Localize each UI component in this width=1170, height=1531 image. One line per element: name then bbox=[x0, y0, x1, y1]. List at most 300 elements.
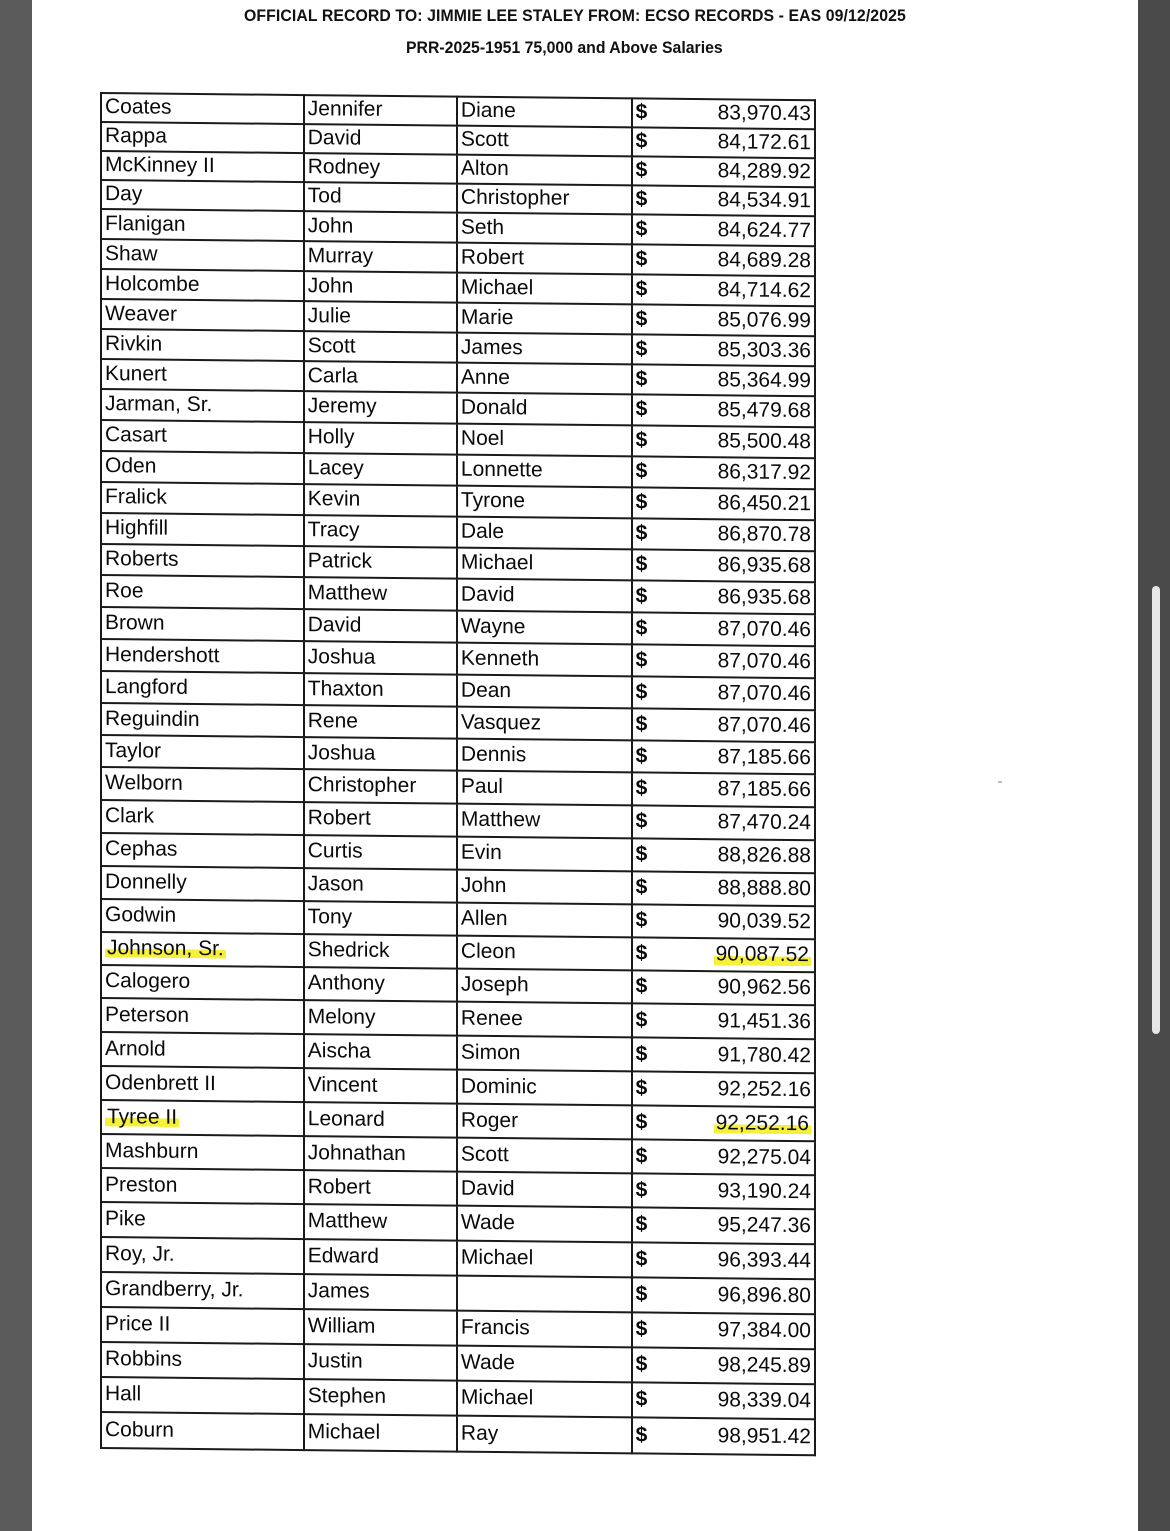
last-name-cell bbox=[101, 359, 304, 391]
salary-cell bbox=[632, 244, 815, 276]
middle-name-text: Tyrone bbox=[460, 489, 526, 513]
last-name-text: Hendershott bbox=[105, 642, 220, 668]
salary-cell bbox=[632, 304, 815, 336]
first-name-text: Vincent bbox=[307, 1073, 378, 1097]
salary-amount: 86,450.21 bbox=[717, 491, 811, 516]
last-name-text: Mashburn bbox=[105, 1138, 199, 1163]
currency-symbol: $ bbox=[635, 1144, 648, 1168]
last-name-cell bbox=[101, 1100, 304, 1136]
first-name-cell bbox=[304, 1309, 457, 1346]
first-name-text: John bbox=[307, 214, 354, 238]
salary-cell bbox=[632, 937, 815, 972]
salary-cell bbox=[632, 1277, 815, 1314]
first-name-cell bbox=[304, 124, 457, 155]
middle-name-cell bbox=[457, 1036, 632, 1072]
salary-cell bbox=[632, 644, 815, 678]
salary-amount: 86,935.68 bbox=[717, 585, 811, 610]
last-name-text: Roe bbox=[105, 578, 144, 603]
middle-name-cell bbox=[457, 243, 632, 275]
middle-name-cell bbox=[457, 1241, 632, 1278]
salary-amount: 87,070.46 bbox=[717, 713, 811, 738]
last-name-cell bbox=[101, 866, 304, 901]
salary-amount: 85,500.48 bbox=[717, 429, 811, 454]
first-name-text: Robert bbox=[307, 1175, 371, 1199]
middle-name-text: Wayne bbox=[460, 614, 526, 639]
middle-name-text: Marie bbox=[460, 305, 514, 330]
first-name-cell bbox=[304, 1068, 457, 1104]
salary-table-body bbox=[101, 93, 815, 1455]
currency-symbol: $ bbox=[635, 584, 648, 608]
first-name-cell bbox=[304, 95, 457, 126]
middle-name-cell bbox=[457, 424, 632, 457]
middle-name-cell bbox=[457, 1416, 632, 1454]
last-name-cell bbox=[101, 513, 304, 546]
middle-name-text: John bbox=[460, 874, 507, 898]
last-name-cell bbox=[101, 1307, 304, 1344]
salary-amount: 92,252.16 bbox=[715, 1111, 809, 1136]
last-name-text: Welborn bbox=[105, 771, 183, 796]
first-name-text: Rene bbox=[307, 709, 358, 733]
salary-amount: 87,070.46 bbox=[717, 617, 811, 642]
middle-name-text: Dennis bbox=[460, 742, 527, 767]
last-name-text: Odenbrett II bbox=[105, 1070, 216, 1096]
middle-name-cell bbox=[457, 936, 632, 971]
salary-cell bbox=[632, 612, 815, 646]
first-name-text: John bbox=[307, 274, 354, 298]
last-name-cell bbox=[101, 1412, 304, 1450]
salary-cell bbox=[632, 274, 815, 306]
middle-name-text: Anne bbox=[460, 365, 510, 390]
last-name-text: Highfill bbox=[105, 516, 169, 541]
salary-cell bbox=[632, 1105, 815, 1141]
first-name-text: Tracy bbox=[307, 518, 360, 543]
currency-symbol: $ bbox=[635, 552, 648, 576]
currency-symbol: $ bbox=[635, 680, 648, 704]
last-name-text: Langford bbox=[105, 674, 188, 699]
salary-amount: 91,451.36 bbox=[717, 1009, 811, 1034]
first-name-text: Michael bbox=[307, 1420, 381, 1444]
first-name-text: Tony bbox=[307, 905, 353, 929]
middle-name-cell bbox=[457, 1172, 632, 1208]
last-name-text: Rivkin bbox=[105, 331, 163, 356]
salary-amount: 87,470.24 bbox=[717, 810, 811, 835]
currency-symbol: $ bbox=[635, 277, 648, 301]
middle-name-cell bbox=[457, 611, 632, 645]
stray-mark bbox=[998, 781, 1002, 783]
salary-cell bbox=[632, 185, 815, 216]
currency-symbol: $ bbox=[635, 367, 648, 391]
last-name-cell bbox=[101, 1377, 304, 1414]
last-name-cell bbox=[101, 1032, 304, 1068]
middle-name-cell bbox=[457, 126, 632, 157]
first-name-cell bbox=[304, 515, 457, 548]
currency-symbol: $ bbox=[635, 1076, 648, 1100]
salary-amount: 95,247.36 bbox=[717, 1213, 811, 1238]
middle-name-cell bbox=[457, 969, 632, 1004]
middle-name-cell bbox=[457, 675, 632, 709]
first-name-text: Lacey bbox=[307, 456, 364, 481]
currency-symbol: $ bbox=[635, 941, 648, 965]
middle-name-text: Francis bbox=[460, 1316, 530, 1340]
currency-symbol: $ bbox=[635, 307, 648, 331]
middle-name-cell bbox=[457, 1381, 632, 1418]
first-name-cell bbox=[304, 609, 457, 643]
last-name-cell bbox=[101, 932, 304, 967]
middle-name-text: Matthew bbox=[460, 808, 541, 832]
record-header: OFFICIAL RECORD TO: JIMMIE LEE STALEY FROM: ECSO RECORDS - EAS 09/12/2025 bbox=[244, 6, 906, 25]
first-name-text: Kevin bbox=[307, 487, 361, 512]
currency-symbol: $ bbox=[635, 521, 648, 545]
salary-amount: 84,624.77 bbox=[717, 218, 811, 243]
currency-symbol: $ bbox=[635, 1282, 648, 1306]
last-name-cell bbox=[101, 1342, 304, 1379]
first-name-text: Shedrick bbox=[307, 938, 390, 963]
first-name-text: Joshua bbox=[307, 741, 376, 765]
middle-name-text: Ray bbox=[460, 1421, 499, 1445]
request-subtitle: PRR-2025-1951 75,000 and Above Salaries bbox=[406, 38, 723, 57]
last-name-cell bbox=[101, 122, 304, 153]
salary-cell bbox=[632, 1207, 815, 1244]
currency-symbol: $ bbox=[635, 875, 648, 899]
first-name-text: Justin bbox=[307, 1349, 363, 1374]
first-name-text: Jeremy bbox=[307, 394, 377, 419]
salary-amount: 93,190.24 bbox=[717, 1179, 811, 1204]
first-name-cell bbox=[304, 211, 457, 243]
last-name-text: Day bbox=[105, 182, 143, 206]
salary-cell bbox=[632, 334, 815, 366]
first-name-cell bbox=[304, 901, 457, 936]
salary-amount: 86,317.92 bbox=[717, 460, 811, 485]
salary-cell bbox=[632, 487, 815, 520]
middle-name-text: Michael bbox=[460, 1386, 534, 1410]
last-name-cell bbox=[101, 639, 304, 673]
currency-symbol: $ bbox=[635, 459, 648, 483]
last-name-cell bbox=[101, 899, 304, 934]
middle-name-cell bbox=[457, 1002, 632, 1038]
middle-name-cell bbox=[457, 333, 632, 365]
middle-name-cell bbox=[457, 739, 632, 773]
salary-cell bbox=[632, 772, 815, 807]
first-name-text: James bbox=[307, 1279, 370, 1304]
last-name-cell bbox=[101, 800, 304, 835]
last-name-cell bbox=[101, 151, 304, 182]
currency-symbol: $ bbox=[635, 908, 648, 932]
last-name-text: Preston bbox=[105, 1172, 178, 1197]
last-name-cell bbox=[101, 965, 304, 1000]
salary-amount: 87,070.46 bbox=[717, 649, 811, 674]
salary-cell bbox=[632, 214, 815, 246]
salary-amount: 85,479.68 bbox=[717, 398, 811, 423]
currency-symbol: $ bbox=[635, 1423, 648, 1447]
last-name-text: Rappa bbox=[105, 124, 167, 149]
first-name-text: Carla bbox=[307, 364, 358, 388]
first-name-cell bbox=[304, 673, 457, 707]
last-name-text: Brown bbox=[105, 610, 165, 635]
first-name-cell bbox=[304, 1239, 457, 1276]
first-name-text: Curtis bbox=[307, 839, 363, 864]
last-name-cell bbox=[101, 451, 304, 484]
currency-symbol: $ bbox=[635, 337, 648, 361]
first-name-cell bbox=[304, 737, 457, 771]
salary-cell bbox=[632, 394, 815, 427]
last-name-cell bbox=[101, 329, 304, 361]
first-name-text: Christopher bbox=[307, 773, 417, 798]
middle-name-text: Michael bbox=[460, 551, 534, 575]
currency-symbol: $ bbox=[635, 712, 648, 736]
last-name-text: Reguindin bbox=[105, 706, 200, 731]
salary-amount: 96,896.80 bbox=[717, 1283, 811, 1308]
salary-amount: 85,303.36 bbox=[717, 338, 811, 363]
first-name-cell bbox=[304, 1274, 457, 1311]
currency-symbol: $ bbox=[635, 158, 648, 182]
middle-name-text: Noel bbox=[460, 427, 505, 451]
salary-amount: 88,888.80 bbox=[717, 876, 811, 901]
middle-name-text: Wade bbox=[460, 1351, 515, 1375]
first-name-text: Robert bbox=[307, 806, 371, 831]
currency-symbol: $ bbox=[635, 1042, 648, 1066]
first-name-cell bbox=[304, 1170, 457, 1206]
last-name-text: Oden bbox=[105, 454, 157, 478]
first-name-text: Thaxton bbox=[307, 677, 384, 701]
salary-cell bbox=[632, 1417, 815, 1455]
first-name-cell bbox=[304, 1379, 457, 1416]
first-name-cell bbox=[304, 546, 457, 579]
currency-symbol: $ bbox=[635, 397, 648, 421]
middle-name-text: Diane bbox=[460, 99, 516, 123]
last-name-cell bbox=[101, 209, 304, 241]
middle-name-cell bbox=[457, 1138, 632, 1174]
salary-cell bbox=[632, 1382, 815, 1419]
first-name-cell bbox=[304, 1102, 457, 1138]
first-name-text: Tod bbox=[307, 184, 342, 208]
last-name-cell bbox=[101, 1168, 304, 1204]
salary-amount: 83,970.43 bbox=[717, 101, 811, 126]
salary-amount: 98,245.89 bbox=[717, 1353, 811, 1378]
last-name-cell bbox=[101, 998, 304, 1034]
last-name-text: Cephas bbox=[105, 837, 178, 862]
last-name-cell bbox=[101, 544, 304, 577]
currency-symbol: $ bbox=[635, 1352, 648, 1376]
currency-symbol: $ bbox=[635, 1387, 648, 1411]
first-name-cell bbox=[304, 453, 457, 486]
middle-name-text: Michael bbox=[460, 1246, 534, 1270]
middle-name-cell bbox=[457, 1311, 632, 1348]
salary-cell bbox=[632, 456, 815, 489]
last-name-cell bbox=[101, 575, 304, 609]
middle-name-text: Seth bbox=[460, 215, 505, 240]
first-name-cell bbox=[304, 391, 457, 424]
currency-symbol: $ bbox=[635, 247, 648, 271]
first-name-cell bbox=[304, 484, 457, 517]
last-name-cell bbox=[101, 703, 304, 737]
middle-name-cell bbox=[457, 771, 632, 806]
salary-cell bbox=[632, 1139, 815, 1175]
salary-cell bbox=[632, 838, 815, 873]
salary-cell bbox=[632, 1037, 815, 1073]
salary-amount: 85,076.99 bbox=[717, 308, 811, 333]
salary-amount: 92,252.16 bbox=[717, 1077, 811, 1102]
middle-name-text: Renee bbox=[460, 1006, 523, 1031]
salary-amount: 98,339.04 bbox=[717, 1388, 811, 1413]
last-name-text: Donnelly bbox=[105, 870, 187, 895]
currency-symbol: $ bbox=[635, 217, 648, 241]
currency-symbol: $ bbox=[635, 809, 648, 833]
first-name-cell bbox=[304, 422, 457, 455]
last-name-text: McKinney II bbox=[105, 153, 215, 178]
first-name-cell bbox=[304, 835, 457, 870]
middle-name-cell bbox=[457, 804, 632, 839]
currency-symbol: $ bbox=[635, 842, 648, 866]
middle-name-text: David bbox=[460, 1176, 515, 1201]
salary-amount: 87,185.66 bbox=[717, 777, 811, 802]
first-name-text: Joshua bbox=[307, 645, 376, 669]
first-name-text: Stephen bbox=[307, 1384, 387, 1409]
first-name-cell bbox=[304, 934, 457, 969]
last-name-text: Flanigan bbox=[105, 211, 186, 236]
salary-cell bbox=[632, 549, 815, 582]
first-name-cell bbox=[304, 1414, 457, 1452]
last-name-cell bbox=[101, 1237, 304, 1274]
currency-symbol: $ bbox=[635, 187, 648, 211]
first-name-text: Johnathan bbox=[307, 1141, 406, 1166]
salary-cell bbox=[632, 364, 815, 396]
salary-cell bbox=[632, 1071, 815, 1107]
salary-amount: 90,962.56 bbox=[717, 975, 811, 1000]
salary-cell bbox=[632, 156, 815, 187]
first-name-text: Matthew bbox=[307, 1209, 388, 1234]
middle-name-text: Kenneth bbox=[460, 646, 540, 671]
salary-amount: 92,275.04 bbox=[717, 1145, 811, 1170]
first-name-text: William bbox=[307, 1314, 376, 1339]
currency-symbol: $ bbox=[635, 616, 648, 640]
middle-name-cell bbox=[457, 1070, 632, 1106]
first-name-text: Julie bbox=[307, 304, 351, 328]
last-name-text: Pike bbox=[105, 1207, 146, 1231]
first-name-cell bbox=[304, 241, 457, 273]
last-name-text: Peterson bbox=[105, 1002, 190, 1027]
middle-name-text: Lonnette bbox=[460, 458, 543, 482]
last-name-cell bbox=[101, 735, 304, 769]
last-name-text: Tyree II bbox=[107, 1104, 178, 1129]
last-name-cell bbox=[101, 1066, 304, 1102]
currency-symbol: $ bbox=[635, 1317, 648, 1341]
middle-name-text: Joseph bbox=[460, 973, 529, 997]
middle-name-cell bbox=[457, 643, 632, 677]
first-name-cell bbox=[304, 1204, 457, 1241]
last-name-cell bbox=[101, 833, 304, 868]
last-name-cell bbox=[101, 482, 304, 515]
first-name-cell bbox=[304, 1344, 457, 1381]
last-name-text: Grandberry, Jr. bbox=[105, 1277, 244, 1302]
first-name-cell bbox=[304, 331, 457, 363]
middle-name-cell bbox=[457, 455, 632, 488]
salary-amount: 90,039.52 bbox=[717, 909, 811, 934]
middle-name-cell bbox=[457, 517, 632, 550]
salary-cell bbox=[632, 904, 815, 939]
middle-name-cell bbox=[457, 273, 632, 305]
salary-cell bbox=[632, 1312, 815, 1349]
middle-name-text: Dominic bbox=[460, 1074, 537, 1099]
middle-name-text: Christopher bbox=[460, 186, 570, 211]
first-name-text: Anthony bbox=[307, 971, 385, 996]
salary-cell bbox=[632, 740, 815, 774]
middle-name-text: Dale bbox=[460, 520, 505, 544]
first-name-text: Rodney bbox=[307, 155, 381, 180]
middle-name-text: Scott bbox=[460, 1142, 509, 1167]
last-name-text: Taylor bbox=[105, 738, 162, 763]
last-name-text: Roy, Jr. bbox=[105, 1242, 175, 1267]
middle-name-cell bbox=[457, 837, 632, 872]
middle-name-cell bbox=[457, 363, 632, 395]
salary-amount: 97,384.00 bbox=[717, 1318, 811, 1343]
first-name-cell bbox=[304, 641, 457, 675]
last-name-text: Godwin bbox=[105, 903, 177, 928]
currency-symbol: $ bbox=[635, 490, 648, 514]
currency-symbol: $ bbox=[635, 428, 648, 452]
first-name-cell bbox=[304, 705, 457, 739]
salary-cell bbox=[632, 1242, 815, 1279]
first-name-text: David bbox=[307, 613, 362, 637]
middle-name-cell bbox=[457, 707, 632, 741]
salary-amount: 86,870.78 bbox=[717, 522, 811, 547]
currency-symbol: $ bbox=[635, 1110, 648, 1134]
middle-name-cell bbox=[457, 97, 632, 128]
first-name-cell bbox=[304, 301, 457, 333]
last-name-cell bbox=[101, 607, 304, 641]
last-name-text: Fralick bbox=[105, 485, 167, 510]
salary-cell bbox=[632, 708, 815, 742]
last-name-cell bbox=[101, 269, 304, 301]
middle-name-cell bbox=[457, 155, 632, 186]
last-name-cell bbox=[101, 93, 304, 124]
first-name-text: Aischa bbox=[307, 1039, 371, 1063]
middle-name-text: Simon bbox=[460, 1040, 521, 1065]
first-name-cell bbox=[304, 361, 457, 393]
last-name-text: Coburn bbox=[105, 1417, 174, 1442]
salary-cell bbox=[632, 1347, 815, 1384]
middle-name-text: Cleon bbox=[460, 940, 516, 964]
middle-name-text: Vasquez bbox=[460, 710, 542, 735]
middle-name-text: Alton bbox=[460, 157, 509, 181]
first-name-cell bbox=[304, 1136, 457, 1172]
middle-name-cell bbox=[457, 303, 632, 335]
first-name-text: Murray bbox=[307, 244, 374, 268]
salary-amount: 87,185.66 bbox=[717, 745, 811, 770]
salary-amount: 90,087.52 bbox=[715, 942, 809, 967]
first-name-cell bbox=[304, 182, 457, 213]
salary-cell bbox=[632, 518, 815, 551]
first-name-text: Jason bbox=[307, 872, 364, 897]
middle-name-text: Wade bbox=[460, 1211, 515, 1235]
salary-cell bbox=[632, 970, 815, 1005]
scrollbar-thumb[interactable] bbox=[1152, 586, 1160, 1034]
salary-cell bbox=[632, 98, 815, 129]
first-name-cell bbox=[304, 153, 457, 184]
last-name-cell bbox=[101, 389, 304, 422]
middle-name-text: James bbox=[460, 335, 523, 360]
first-name-text: Holly bbox=[307, 425, 355, 449]
last-name-cell bbox=[101, 1134, 304, 1170]
last-name-text: Holcombe bbox=[105, 271, 200, 296]
last-name-text: Robbins bbox=[105, 1347, 183, 1372]
middle-name-text: Dean bbox=[460, 678, 512, 703]
middle-name-text: Michael bbox=[460, 275, 534, 300]
middle-name-text: Allen bbox=[460, 907, 508, 931]
first-name-text: David bbox=[307, 126, 362, 151]
last-name-cell bbox=[101, 180, 304, 211]
last-name-text: Casart bbox=[105, 423, 167, 448]
middle-name-cell bbox=[457, 184, 632, 215]
